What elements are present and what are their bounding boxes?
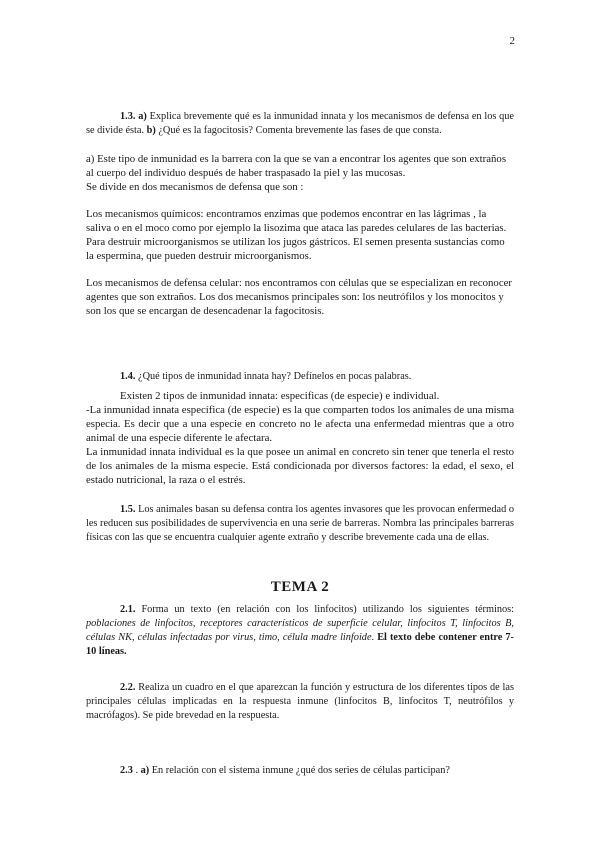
question-1-4: [86, 370, 514, 384]
question-number: 1.5.: [120, 504, 136, 515]
answer-a: [86, 152, 514, 194]
question-1-3: [86, 110, 514, 138]
answer-paragraph: Se divide en dos mecanismos de defensa que son :: [86, 181, 304, 193]
question-text: En relación con el sistema inmune ¿qué dos series de células participan?: [149, 765, 450, 776]
question-2-3: [86, 764, 514, 778]
question-text: Forma un texto (en relación con los linfocitos) utilizando los siguientes términos:: [135, 604, 514, 615]
question-number: 2.1.: [120, 604, 136, 615]
question-text: Realiza un cuadro en el que aparezcan la función y estructura de los diferentes tipos de las principales células implicadas en la respuesta inmune (linfocitos B, linfocitos T, neutrófilos y macrófagos). Se pide brevedad en la respuesta.: [86, 682, 514, 721]
terms-list: poblaciones de linfocitos, receptores característicos de superficie celular, linfocitos T, linfocitos B, células NK, células infectadas por virus, timo, célula madre linfoide: [86, 618, 514, 643]
question-text: Explica brevemente qué es la inmunidad innata y los mecanismos de defensa en los que se divide ésta.: [86, 111, 515, 136]
question-1-5: [86, 503, 514, 545]
part-a-label: a): [138, 111, 147, 122]
answer-1-4: [86, 389, 514, 487]
question-2-2: [86, 681, 514, 723]
answer-paragraph: La inmunidad innata individual es la que posee un animal en concreto sin tener que tenerla el resto de los animales de la misma especie. Está condicionada por diversos factores: la edad, el sexo, el estado nutricional, la raza o el estrés.: [86, 446, 514, 486]
question-number: 1.3.: [120, 111, 136, 122]
question-text: Los animales basan su defensa contra los agentes invasores que les provocan enfermedad o les reducen sus posibilidades de supervivencia en una serie de barreras. Nombra las principales barreras físicas con las que se encuentra cualquier agente extraño y describe brevemente cada una de ellas.: [86, 504, 514, 543]
answer-paragraph: a) Este tipo de inmunidad es la barrera con la que se van a encontrar los agentes que son extraños al cuerpo del individuo después de haber traspasado la piel y las mucosas.: [86, 153, 507, 179]
part-a-label: a): [140, 765, 150, 776]
answer-paragraph: Existen 2 tipos de inmunidad innata: especificas (de especie) e individual.: [120, 390, 440, 402]
question-text: ¿Qué es la fagocitosis? Comenta brevemente las fases de que consta.: [155, 125, 442, 136]
section-title: TEMA 2: [270, 579, 330, 595]
question-number: 2.3: [120, 765, 133, 776]
chemical-mechanisms: [86, 207, 514, 263]
answer-paragraph: -La inmunidad innata específica (de especie) es la que comparten todos los animales de una misma especia. Es decir que a una especie en concreto no le afecta una enfermedad mientras que a otro animal de una especie diferente le afectara.: [86, 404, 514, 444]
question-number: 2.2.: [120, 682, 136, 693]
question-text: ¿Qué tipos de inmunidad innata hay? Defínelos en pocas palabras.: [135, 371, 412, 382]
cellular-mechanisms: [86, 276, 514, 318]
part-b-label: b): [146, 125, 156, 136]
answer-paragraph: Los mecanismos químicos: encontramos enzimas que podemos encontrar en las lágrimas , la saliva o en el moco como por ejemplo la lisozima que ataca las paredes celulares de las bacterias. Para destruir microorganismos se utilizan los jugos gástricos. El semen presenta sustancias como la espermina, que pueden destruir microorganismos.: [86, 208, 507, 262]
page-number: 2: [509, 35, 515, 47]
question-2-1: [86, 603, 514, 659]
punctuation: .: [371, 632, 378, 643]
length-requirement: El texto debe contener entre 7-10 líneas.: [86, 632, 514, 657]
question-number: 1.4.: [120, 371, 136, 382]
question-text: .: [132, 765, 141, 776]
answer-paragraph: Los mecanismos de defensa celular: nos encontramos con células que se especializan en reconocer agentes que son extraños. Los dos mecanismos principales son: los neutrófilos y los monocitos y son los que se encargan de desencadenar la fagocitosis.: [86, 277, 512, 317]
